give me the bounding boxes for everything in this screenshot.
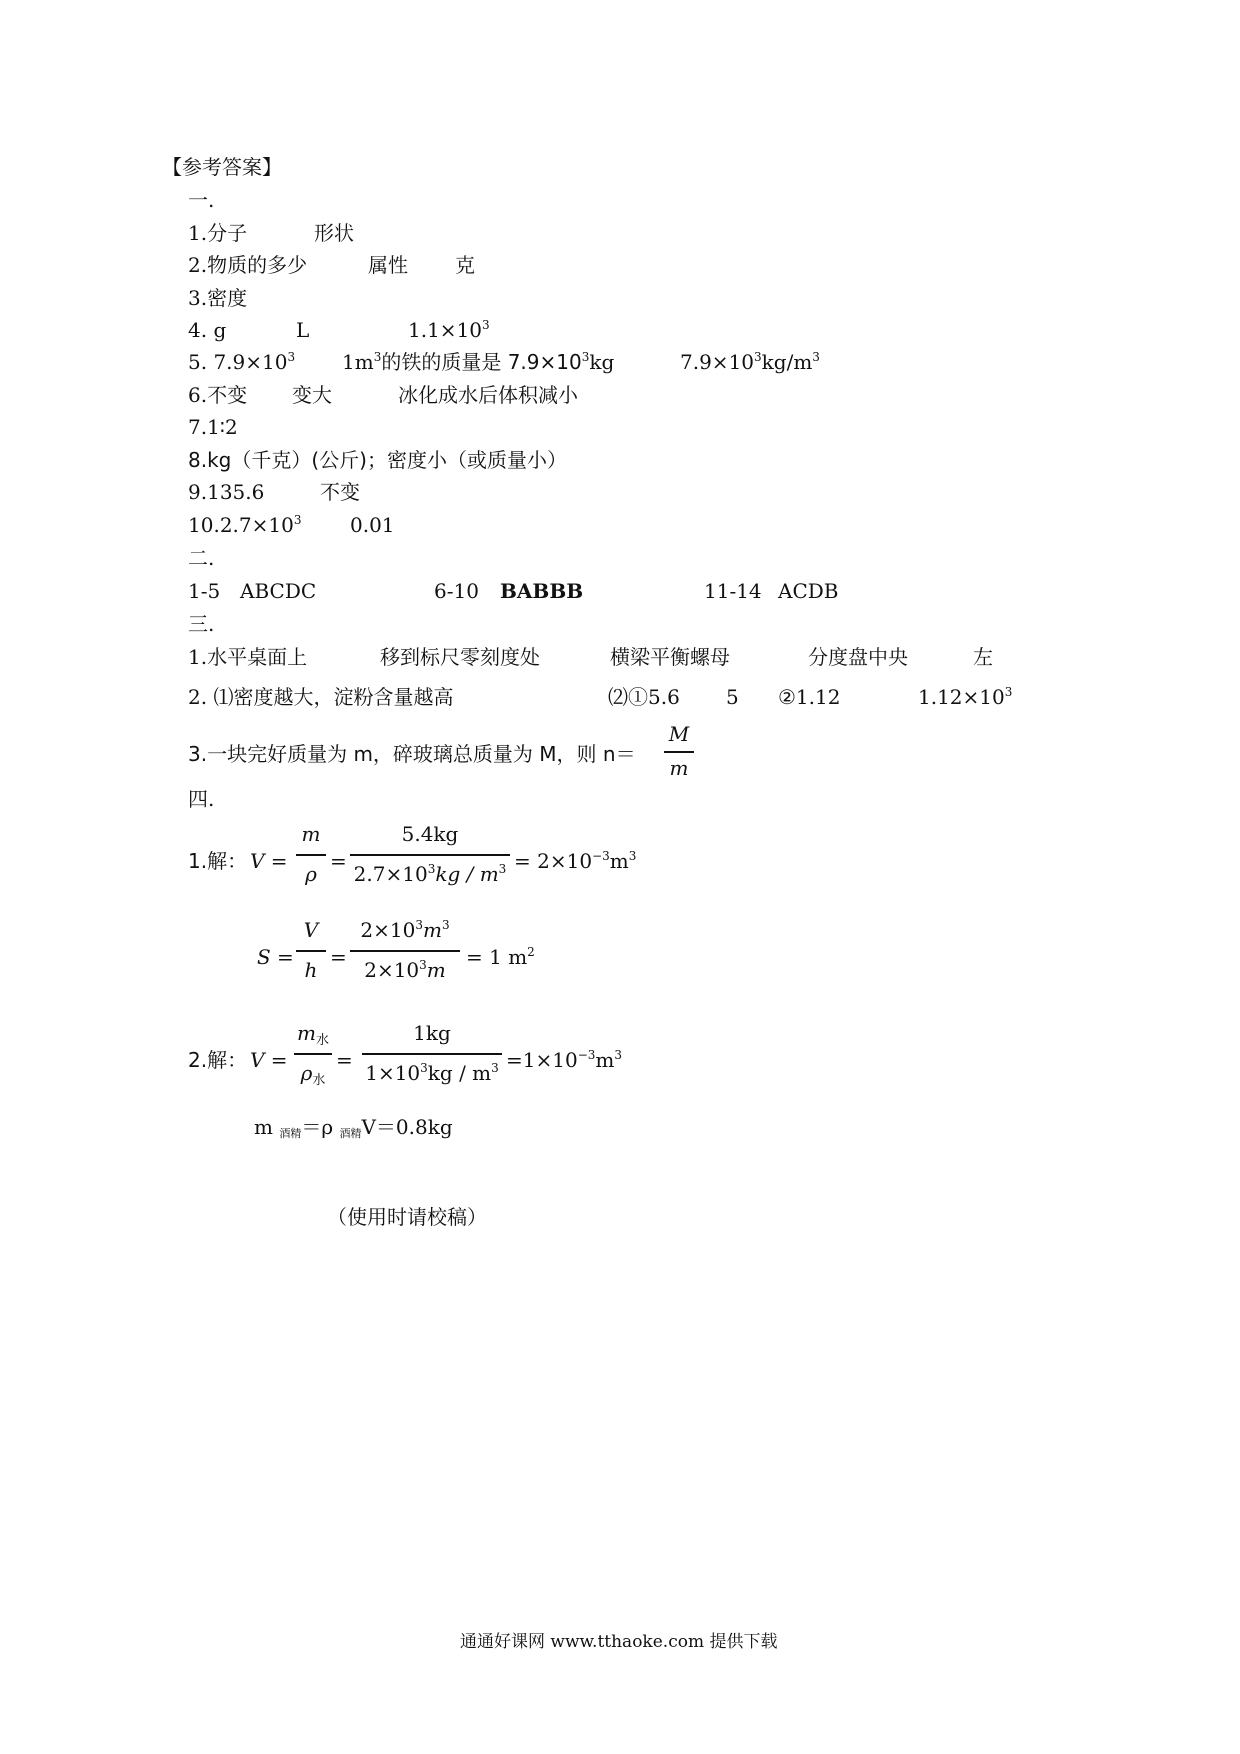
footer-credit: 通通好课网 www.tthaoke.com 提供下载 — [460, 1632, 778, 1652]
answer-1-7: 7.1∶2 — [188, 415, 238, 439]
section-1-header: 一. — [188, 188, 215, 212]
page-title: 【参考答案】 — [162, 155, 282, 179]
section-4-header: 四. — [188, 787, 215, 811]
proofread-note: （使用时请校稿） — [327, 1205, 487, 1229]
section-2-header: 二. — [188, 546, 215, 570]
section-3-header: 三. — [188, 612, 215, 636]
fraction-n: M m — [664, 722, 694, 784]
answer-1-8: 8.kg（千克）(公斤)；密度小（或质量小） — [188, 448, 567, 472]
solution-2-mass: m 酒精＝ρ 酒精V＝0.8kg — [254, 1115, 453, 1140]
